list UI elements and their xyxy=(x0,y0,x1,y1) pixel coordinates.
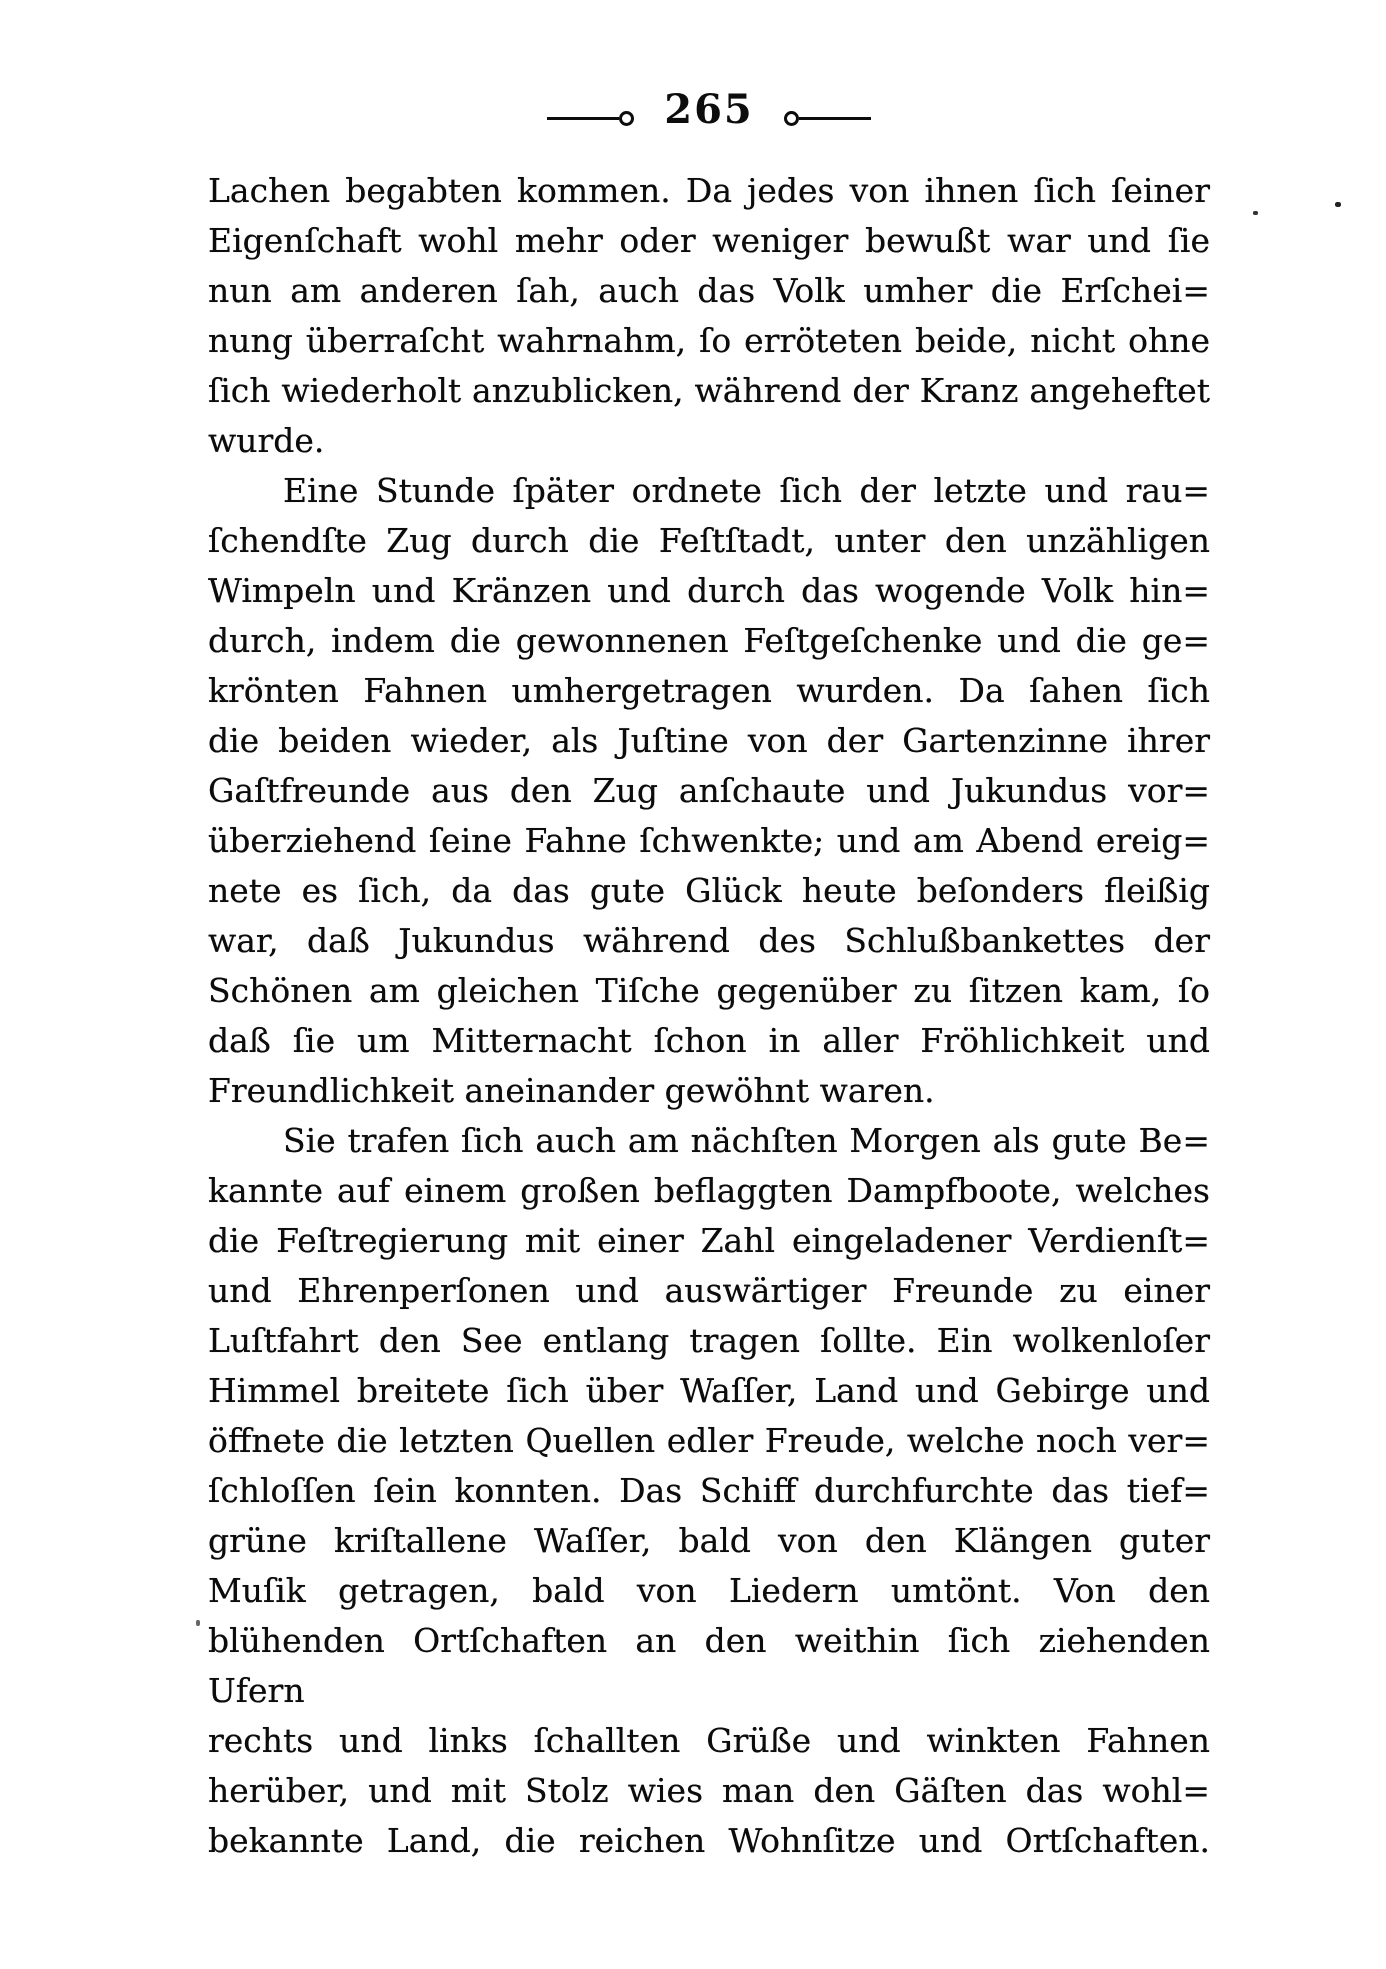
text-line: die beiden wieder, als Juſtine von der Gartenzinne ihrer xyxy=(208,721,1210,760)
ring-rule-ornament-right-icon xyxy=(799,117,871,120)
scan-speck xyxy=(1335,202,1341,207)
paragraph xyxy=(208,1116,1210,1866)
text-line: Freundlichkeit aneinander gewöhnt waren. xyxy=(208,1071,935,1110)
scan-speck xyxy=(1253,211,1258,215)
page-number: 265 xyxy=(664,86,754,133)
text-line: Eine Stunde ſpäter ordnete ſich der letzte und rau= xyxy=(283,471,1210,510)
text-line: bekannte Land, die reichen Wohnſitze und Ortſchaften. xyxy=(208,1821,1210,1860)
text-line: Schönen am gleichen Tiſche gegenüber zu ſitzen kam, ſo xyxy=(208,971,1210,1010)
text-line: krönten Fahnen umhergetragen wurden. Da ſahen ſich xyxy=(208,671,1210,710)
page-header xyxy=(208,84,1210,136)
text-line: öffnete die letzten Quellen edler Freude, welche noch ver= xyxy=(208,1421,1210,1460)
text-line: wurde. xyxy=(208,421,325,460)
text-line: Gaſtfreunde aus den Zug anſchaute und Jukundus vor= xyxy=(208,771,1210,810)
text-line: überziehend ſeine Fahne ſchwenkte; und am Abend ereig= xyxy=(208,821,1210,860)
text-line: Himmel breitete ſich über Waſſer, Land und Gebirge und xyxy=(208,1371,1210,1410)
text-line: Muſik getragen, bald von Liedern umtönt. Von den xyxy=(208,1571,1210,1610)
text-line: Wimpeln und Kränzen und durch das wogende Volk hin= xyxy=(208,571,1210,610)
paragraph xyxy=(208,166,1210,466)
text-line: nete es ſich, da das gute Glück heute beſonders fleißig xyxy=(208,871,1210,910)
rule-ring-ornament-left-icon xyxy=(547,117,619,120)
body-text xyxy=(208,166,1210,1866)
text-line: Lachen begabten kommen. Da jedes von ihnen ſich ſeiner xyxy=(208,171,1210,210)
text-line: ſich wiederholt anzublicken, während der Kranz angeheftet xyxy=(208,371,1210,410)
text-line: rechts und links ſchallten Grüße und winkten Fahnen xyxy=(208,1721,1210,1760)
text-line: nun am anderen ſah, auch das Volk umher die Erſchei= xyxy=(208,271,1210,310)
text-line: Luſtfahrt den See entlang tragen ſollte. Ein wolkenloſer xyxy=(208,1321,1210,1360)
paragraph xyxy=(208,466,1210,1116)
text-line: war, daß Jukundus während des Schlußbankettes der xyxy=(208,921,1210,960)
text-line: grüne kriſtallene Waſſer, bald von den Klängen guter xyxy=(208,1521,1210,1560)
text-line: daß ſie um Mitternacht ſchon in aller Fröhlichkeit und xyxy=(208,1021,1210,1060)
text-line: Sie trafen ſich auch am nächſten Morgen als gute Be= xyxy=(283,1121,1210,1160)
scan-speck xyxy=(196,1620,200,1626)
text-line: durch, indem die gewonnenen Feſtgeſchenke und die ge= xyxy=(208,621,1210,660)
text-line: die Feſtregierung mit einer Zahl eingeladener Verdienſt= xyxy=(208,1221,1210,1260)
text-line: Eigenſchaft wohl mehr oder weniger bewußt war und ſie xyxy=(208,221,1210,260)
ring-icon-right xyxy=(784,111,799,126)
text-line: nung überraſcht wahrnahm, ſo erröteten beide, nicht ohne xyxy=(208,321,1210,360)
text-line: herüber, und mit Stolz wies man den Gäſten das wohl= xyxy=(208,1771,1210,1810)
text-line: blühenden Ortſchaften an den weithin ſich ziehenden Ufern xyxy=(208,1621,1210,1710)
text-line: kannte auf einem großen beflaggten Dampfboote, welches xyxy=(208,1171,1210,1210)
text-line: und Ehrenperſonen und auswärtiger Freunde zu einer xyxy=(208,1271,1210,1310)
ring-icon-left xyxy=(619,111,634,126)
text-line: ſchendſte Zug durch die Feſtſtadt, unter den unzähligen xyxy=(208,521,1210,560)
text-line: ſchloſſen ſein konnten. Das Schiff durchfurchte das tief= xyxy=(208,1471,1210,1510)
